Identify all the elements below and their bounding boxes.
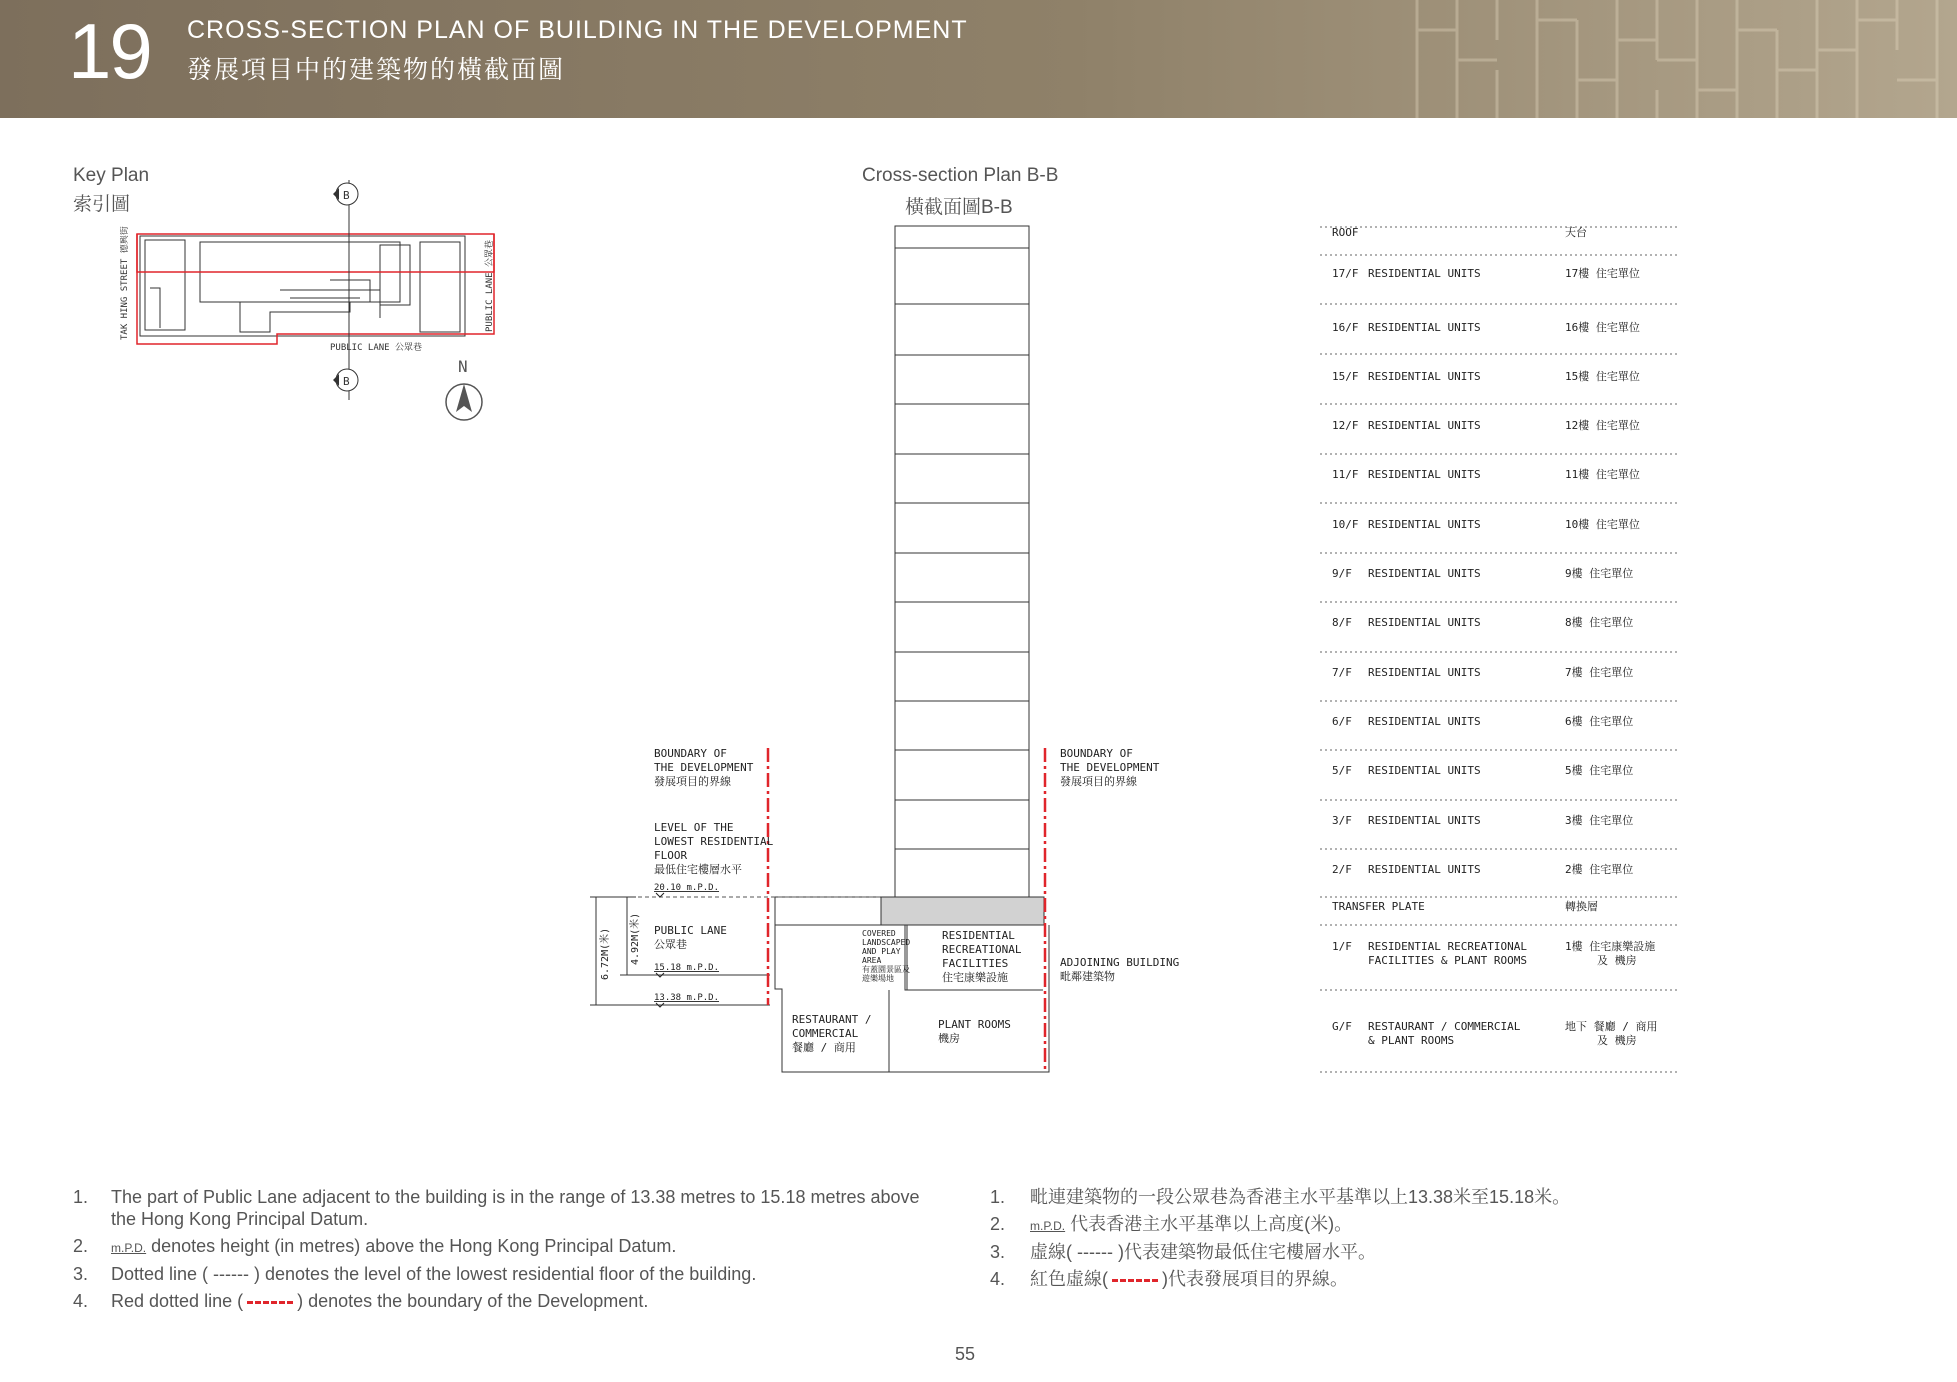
section-title-en: Cross-section Plan B-B: [862, 165, 1059, 186]
section-number: 19: [68, 7, 151, 95]
note-en-2: 2. m.P.D. denotes height (in metres) above the Hong Kong Principal Datum.: [73, 1236, 677, 1256]
floor-code: 15/F: [1332, 370, 1359, 383]
floor-code: 16/F: [1332, 321, 1359, 334]
note-zh-1: 1. 毗連建築物的一段公眾巷為香港主水平基準以上13.38米至15.18米。: [990, 1187, 1571, 1207]
floor-use-en: RESIDENTIAL UNITS: [1368, 370, 1481, 383]
floor-code: 2/F: [1332, 863, 1352, 876]
floor-code: 17/F: [1332, 267, 1359, 280]
svg-text:LEVEL OF THE LOWEST RESIDE: LEVEL OF THE LOWEST RESIDENTIAL FLOOR 最低住宅樓層水平: [654, 821, 774, 876]
north-label: N: [458, 357, 468, 376]
floor-use-en: RESIDENTIAL UNITS: [1368, 814, 1481, 827]
key-plan-title-zh: 索引圖: [73, 194, 131, 215]
floor-use-en: RESIDENTIAL UNITS: [1368, 863, 1481, 876]
floor-code: 6/F: [1332, 715, 1352, 728]
floor-code: 3/F: [1332, 814, 1352, 827]
floor-use-zh: 及 機房: [1597, 954, 1637, 967]
floor-use-zh: 7樓 住宅單位: [1565, 666, 1634, 679]
note-en-1: 1. The part of Public Lane adjacent to the building is in the range of 13.38 metres to 15.18 metres above the Hong Kong Principal Datum.: [73, 1187, 920, 1229]
svg-text:4.92M(米): 4.92M(米): [630, 912, 641, 965]
page-title-zh: 發展項目中的建築物的橫截面圖: [187, 56, 566, 84]
floor-use-en: RESIDENTIAL UNITS: [1368, 764, 1481, 777]
floor-use-zh: 12樓 住宅單位: [1565, 419, 1640, 432]
svg-text:RESIDENTIAL RECREATIONAL: RESIDENTIAL RECREATIONAL FACILITIES 住宅康樂設施: [942, 929, 1022, 984]
floor-code: 12/F: [1332, 419, 1359, 432]
svg-text:RESTAURANT / COMMERCIAL: RESTAURANT / COMMERCIAL 餐廳 / 商用: [792, 1013, 872, 1054]
section-title-zh: 橫截面圖B-B: [905, 197, 1013, 218]
floor-use-zh: 5樓 住宅單位: [1565, 764, 1634, 777]
floor-use-zh: 2樓 住宅單位: [1565, 863, 1634, 876]
floor-use-zh: 天台: [1565, 226, 1587, 239]
floor-use-zh: 9樓 住宅單位: [1565, 567, 1634, 580]
floor-use-en: RESIDENTIAL UNITS: [1368, 616, 1481, 629]
floor-code: 9/F: [1332, 567, 1352, 580]
floor-use-zh: 15樓 住宅單位: [1565, 370, 1640, 383]
floor-use-zh: 及 機房: [1597, 1034, 1637, 1047]
floor-use-en: & PLANT ROOMS: [1368, 1034, 1455, 1047]
floor-use-en: FACILITIES & PLANT ROOMS: [1368, 954, 1527, 967]
floor-use-en: RESIDENTIAL UNITS: [1368, 518, 1481, 531]
floor-code: 1/F: [1332, 940, 1352, 953]
floor-use-zh: 16樓 住宅單位: [1565, 321, 1640, 334]
svg-text:13.38 m.P.D.: 13.38 m.P.D.: [654, 993, 720, 1003]
floor-schedule: [1320, 226, 1677, 1072]
floor-use-en: RESIDENTIAL UNITS: [1368, 321, 1481, 334]
note-en-4: 4. Red dotted line ( ) denotes the boundary of the Development.: [73, 1291, 649, 1311]
floor-use-en: RESIDENTIAL UNITS: [1368, 666, 1481, 679]
floor-code: TRANSFER PLATE: [1332, 900, 1425, 913]
floor-use-zh: 3樓 住宅單位: [1565, 814, 1634, 827]
red-dotted-line-sample: [247, 1301, 293, 1304]
page-title-en: CROSS-SECTION PLAN OF BUILDING IN THE DEVELOPMENT: [187, 16, 968, 44]
floor-use-en: RESIDENTIAL UNITS: [1368, 267, 1481, 280]
svg-text:PUBLIC LANE 公眾巷: PUBLIC LANE 公眾巷: [654, 924, 727, 951]
page-number: 55: [955, 1344, 976, 1364]
floor-code: 7/F: [1332, 666, 1352, 679]
floor-use-zh: 1樓 住宅康樂設施: [1565, 940, 1656, 953]
tower-outline: [895, 226, 1029, 898]
floor-code: 5/F: [1332, 764, 1352, 777]
note-zh-3: 3. 虛線( ------ )代表建築物最低住宅樓層水平。: [990, 1242, 1376, 1262]
floor-use-en: RESIDENTIAL UNITS: [1368, 419, 1481, 432]
lane-label-right: PUBLIC LANE 公眾巷: [485, 239, 495, 332]
note-zh-4: 4. 紅色虛線( )代表發展項目的界線。: [990, 1269, 1348, 1289]
floor-use-en: RESTAURANT / COMMERCIAL: [1368, 1020, 1521, 1033]
floor-use-en: RESIDENTIAL UNITS: [1368, 468, 1481, 481]
svg-text:BOUNDARY OF THE DEVELOPMEN: BOUNDARY OF THE DEVELOPMENT 發展項目的界線: [654, 747, 754, 788]
floor-use-zh: 11樓 住宅單位: [1565, 468, 1640, 481]
floor-use-zh: 17樓 住宅單位: [1565, 267, 1640, 280]
floor-use-zh: 10樓 住宅單位: [1565, 518, 1640, 531]
floor-code: 10/F: [1332, 518, 1359, 531]
svg-text:6.72M(米): 6.72M(米): [600, 927, 611, 980]
floor-use-zh: 8樓 住宅單位: [1565, 616, 1634, 629]
svg-text:COVERED LANDSCAPED AND: COVERED LANDSCAPED AND PLAY AREA 有蓋園景區及 遊樂場地: [862, 929, 911, 983]
svg-text:PLANT ROOMS 機房: PLANT ROOMS 機房: [938, 1018, 1011, 1045]
floor-use-en: RESIDENTIAL UNITS: [1368, 567, 1481, 580]
lane-label-bottom: PUBLIC LANE 公眾巷: [330, 343, 423, 353]
transfer-plate: [881, 897, 1044, 925]
marker-label-top: B: [343, 189, 350, 202]
svg-text:BOUNDARY OF THE DEVELOPMEN: BOUNDARY OF THE DEVELOPMENT 發展項目的界線: [1060, 747, 1160, 788]
svg-text:ADJOINING BUILDING 毗鄰建築物: ADJOINING BUILDING 毗鄰建築物: [1060, 956, 1180, 983]
floor-code: G/F: [1332, 1020, 1352, 1033]
floor-code: 11/F: [1332, 468, 1359, 481]
svg-text:20.10 m.P.D.: 20.10 m.P.D.: [654, 883, 720, 893]
floor-use-zh: 轉換層: [1565, 900, 1598, 913]
floor-use-zh: 6樓 住宅單位: [1565, 715, 1634, 728]
floor-use-en: RESIDENTIAL UNITS: [1368, 715, 1481, 728]
red-dotted-line-sample-zh: [1112, 1279, 1158, 1282]
key-plan-title-en: Key Plan: [73, 165, 150, 186]
marker-label-bottom: B: [343, 375, 350, 388]
floor-use-zh: 地下 餐廳 / 商用: [1565, 1020, 1658, 1033]
svg-text:15.18 m.P.D.: 15.18 m.P.D.: [654, 963, 720, 973]
floor-code: ROOF: [1332, 226, 1359, 239]
floor-code: 8/F: [1332, 616, 1352, 629]
note-en-3: 3. Dotted line ( ------ ) denotes the level of the lowest residential floor of the building.: [73, 1264, 757, 1284]
note-zh-2: 2. m.P.D. 代表香港主水平基準以上高度(米)。: [990, 1214, 1353, 1234]
floor-use-en: RESIDENTIAL RECREATIONAL: [1368, 940, 1527, 953]
street-label-left: TAK HING STREET 德興街: [120, 226, 130, 340]
